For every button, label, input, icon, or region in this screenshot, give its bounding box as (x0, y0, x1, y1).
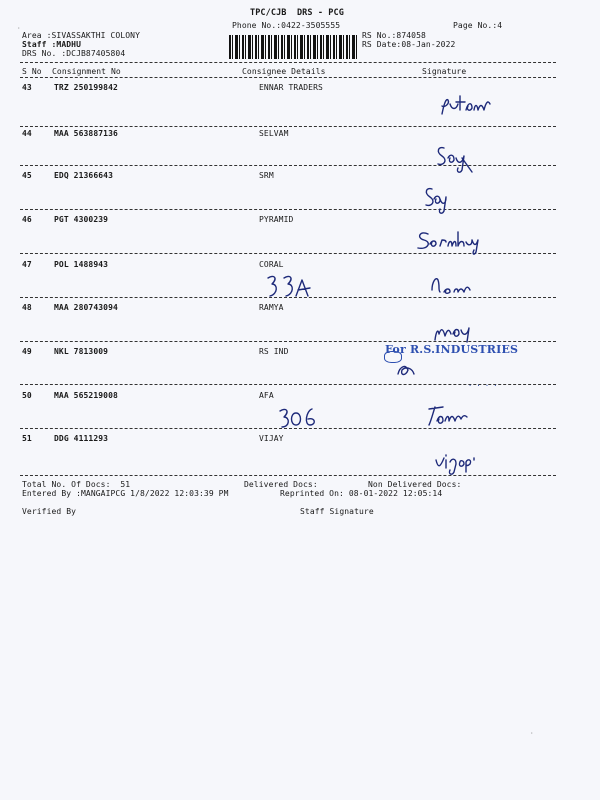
row-sno: 48 (22, 303, 32, 312)
row-sno: 45 (22, 171, 32, 180)
row-sno: 43 (22, 83, 32, 92)
row-consignment: DDG 4111293 (54, 434, 109, 443)
page-number: Page No.:4 (453, 21, 503, 30)
row-consignee: VIJAY (259, 434, 284, 443)
divider (20, 62, 556, 63)
non-delivered-docs: Non Delivered Docs: (368, 480, 462, 489)
row-consignee: ENNAR TRADERS (259, 83, 323, 92)
stamp-dots: · · · · (468, 382, 498, 390)
row-consignee: PYRAMID (259, 215, 294, 224)
row-sno: 49 (22, 347, 32, 356)
rs-date: RS Date:08-Jan-2022 (362, 40, 456, 49)
handwritten-signature (264, 272, 314, 302)
area-label: Area :SIVASSAKTHI COLONY (22, 31, 140, 40)
scan-speck: · (530, 730, 534, 737)
col-header-signature: Signature (422, 67, 467, 76)
stamp-mark (384, 351, 402, 363)
verified-by-label: Verified By (22, 507, 77, 516)
staff-signature-label: Staff Signature (300, 507, 374, 516)
row-consignee: AFA (259, 391, 274, 400)
company-stamp: For R.S.INDUSTRIES (385, 343, 519, 356)
row-sno: 44 (22, 129, 32, 138)
row-consignee: RS IND (259, 347, 289, 356)
divider (20, 209, 556, 210)
col-header-sno: S No (22, 67, 42, 76)
entered-by: Entered By :MANGAIPCG 1/8/2022 12:03:39 PM (22, 489, 229, 498)
divider (20, 341, 556, 342)
handwritten-signature (438, 92, 492, 120)
reprinted-on: Reprinted On: 08-01-2022 12:05:14 (280, 489, 443, 498)
phone-number: Phone No.:0422-3505555 (232, 21, 341, 30)
barcode-image (229, 35, 357, 59)
total-docs: Total No. Of Docs: 51 (22, 480, 131, 489)
handwritten-signature (434, 450, 482, 476)
row-consignment: EDQ 21366643 (54, 171, 113, 180)
handwritten-signature (394, 360, 418, 380)
row-sno: 47 (22, 260, 32, 269)
row-consignment: NKL 7813009 (54, 347, 109, 356)
row-consignment: POL 1488943 (54, 260, 109, 269)
divider (20, 165, 556, 166)
row-consignee: SELVAM (259, 129, 289, 138)
row-sno: 46 (22, 215, 32, 224)
divider (20, 77, 556, 78)
divider (20, 126, 556, 127)
staff-label: Staff :MADHU (22, 40, 81, 49)
row-sno: 50 (22, 391, 32, 400)
row-consignment: TRZ 250199842 (54, 83, 118, 92)
scan-speck: · (17, 25, 21, 32)
row-sno: 51 (22, 434, 32, 443)
row-consignee: RAMYA (259, 303, 284, 312)
handwritten-signature (420, 185, 448, 215)
handwritten-signature (414, 228, 486, 256)
handwritten-signature (428, 272, 472, 298)
rs-number: RS No.:874058 (362, 31, 426, 40)
row-consignee: CORAL (259, 260, 284, 269)
row-consignment: MAA 565219008 (54, 391, 118, 400)
row-consignment: MAA 563887136 (54, 129, 118, 138)
drs-number: DRS No. :DCJB87405804 (22, 49, 126, 58)
handwritten-signature (276, 405, 318, 431)
delivered-docs: Delivered Docs: (244, 480, 318, 489)
row-consignment: PGT 4300239 (54, 215, 109, 224)
row-consignee: SRM (259, 171, 274, 180)
row-consignment: MAA 280743094 (54, 303, 118, 312)
col-header-consignee: Consignee Details (242, 67, 326, 76)
handwritten-signature (433, 318, 471, 346)
sheet-title: TPC/CJB DRS - PCG (250, 8, 344, 18)
col-header-consignment: Consignment No (52, 67, 121, 76)
handwritten-signature (423, 403, 471, 429)
handwritten-signature (432, 142, 474, 176)
